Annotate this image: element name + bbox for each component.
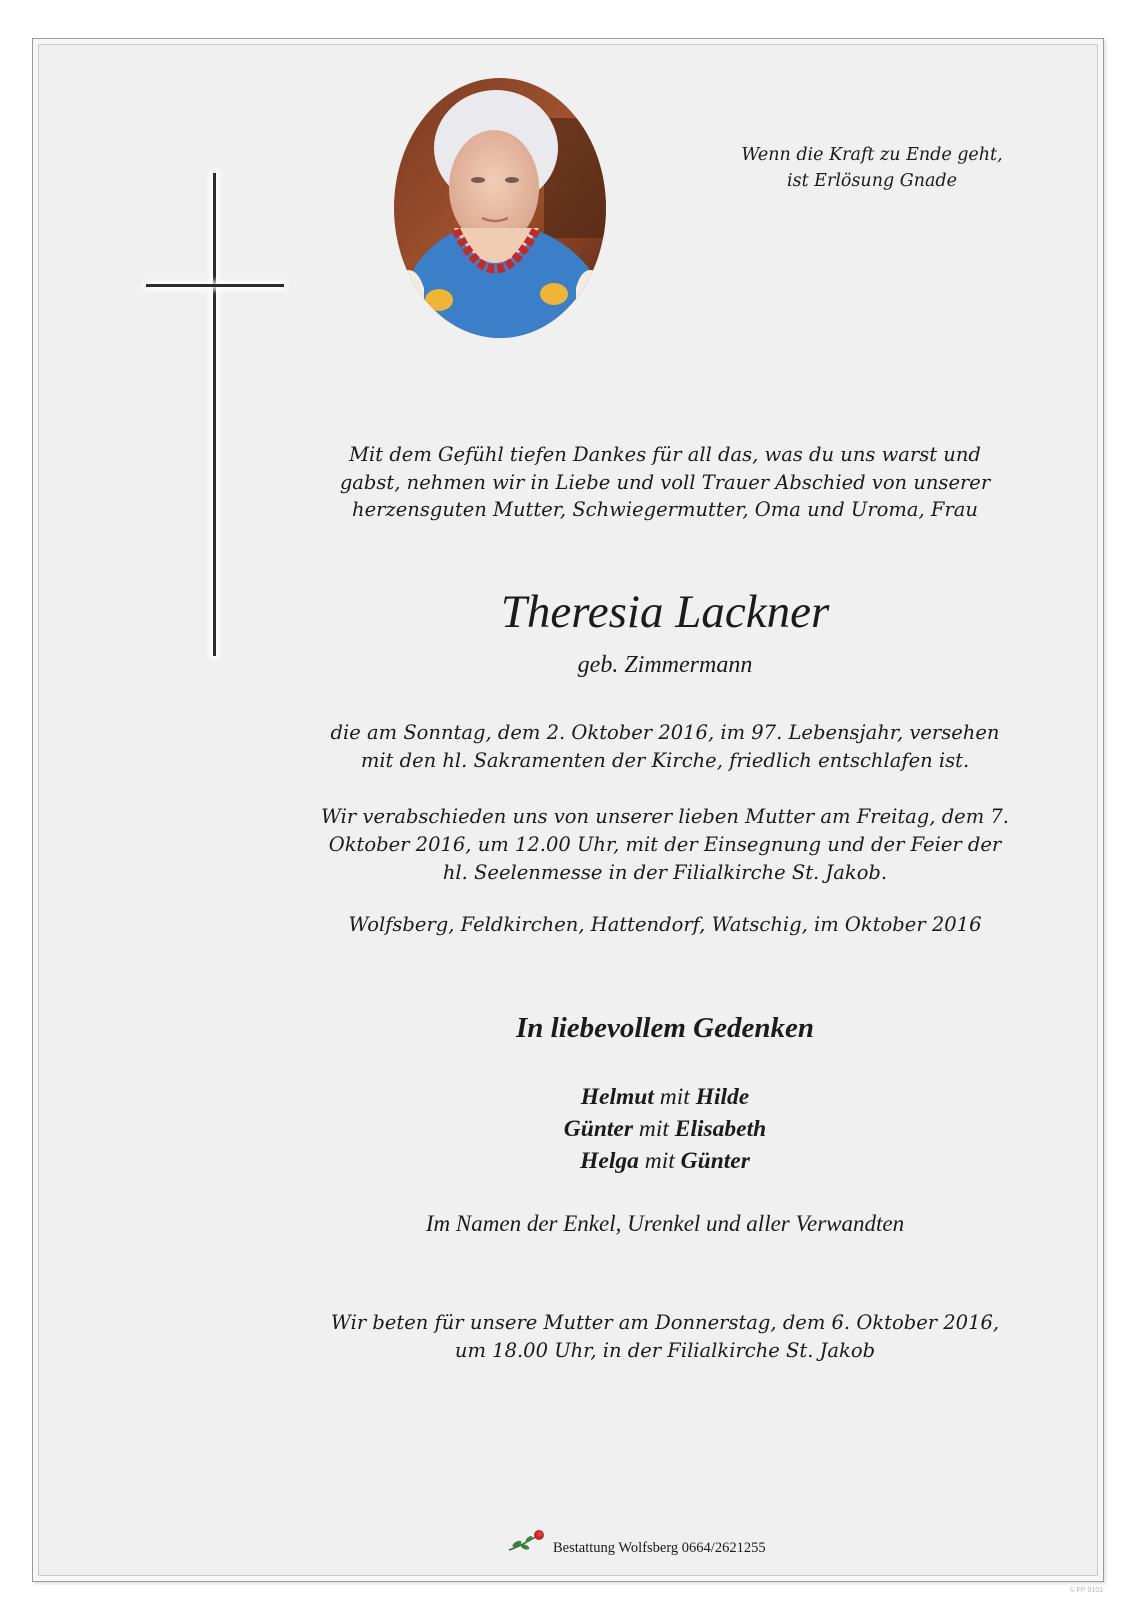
- cross-icon-bar: [146, 284, 284, 287]
- cross-icon: [213, 173, 216, 656]
- prayer-notice: [300, 1309, 1030, 1365]
- funeral-line: hl. Seelenmesse in der Filialkirche St. Jakob.: [442, 861, 888, 884]
- family-member: Hilde: [695, 1084, 750, 1110]
- death-line: mit den hl. Sakramenten der Kirche, friedlich entschlafen ist.: [360, 749, 970, 772]
- relatives-line: Im Namen der Enkel, Urenkel und aller Verwandten: [425, 1211, 905, 1236]
- motto-line: Wenn die Kraft zu Ende geht,: [741, 145, 1003, 165]
- funeral-line: Wir verabschieden uns von unserer lieben Mutter am Freitag, dem 7.: [320, 805, 1010, 828]
- motto-quote: [712, 142, 1032, 194]
- death-line: die am Sonntag, dem 2. Oktober 2016, im 97. Lebensjahr, versehen: [330, 721, 1000, 744]
- motto-line: ist Erlösung Gnade: [787, 171, 957, 191]
- prayer-line: um 18.00 Uhr, in der Filialkirche St. Jakob: [454, 1339, 876, 1362]
- family-connector: mit: [638, 1116, 669, 1142]
- intro-line: Mit dem Gefühl tiefen Dankes für all das, was du uns warst und: [349, 443, 981, 466]
- family-member: Elisabeth: [674, 1116, 767, 1142]
- funeral-line: Oktober 2016, um 12.00 Uhr, mit der Einsegnung und der Feier der: [328, 833, 1002, 856]
- template-code: © FP 9101: [1069, 1587, 1103, 1594]
- family-entry: [300, 1113, 1030, 1145]
- family-member: Günter: [680, 1148, 750, 1174]
- family-member: Helga: [580, 1148, 639, 1174]
- deceased-name: Theresia Lackner: [500, 586, 830, 638]
- family-entry: [300, 1145, 1030, 1177]
- family-member: Helmut: [580, 1084, 654, 1110]
- intro-line: herzensguten Mutter, Schwiegermutter, Oma und Uroma, Frau: [352, 498, 978, 521]
- memory-heading: In liebevollem Gedenken: [515, 1012, 814, 1044]
- funeral-notice: [300, 803, 1030, 887]
- places-date: Wolfsberg, Feldkirchen, Hattendorf, Watschig, im Oktober 2016: [348, 913, 982, 936]
- portrait-photo: [394, 78, 606, 338]
- footer: [507, 1530, 766, 1558]
- prayer-line: Wir beten für unsere Mutter am Donnerstag, dem 6. Oktober 2016,: [330, 1311, 1000, 1334]
- birth-name: geb. Zimmermann: [577, 652, 753, 678]
- undertaker-contact: Bestattung Wolfsberg 0664/2621255: [553, 1540, 766, 1556]
- intro-line: gabst, nehmen wir in Liebe und voll Trauer Abschied von unserer: [339, 470, 991, 494]
- rose-icon: [507, 1528, 547, 1558]
- family-connector: mit: [659, 1084, 690, 1110]
- intro-text: [300, 441, 1030, 524]
- family-entry: [300, 1081, 1030, 1113]
- family-member: Günter: [563, 1116, 633, 1142]
- family-connector: mit: [644, 1148, 675, 1174]
- death-notice: [300, 719, 1030, 775]
- family-list: [300, 1081, 1030, 1177]
